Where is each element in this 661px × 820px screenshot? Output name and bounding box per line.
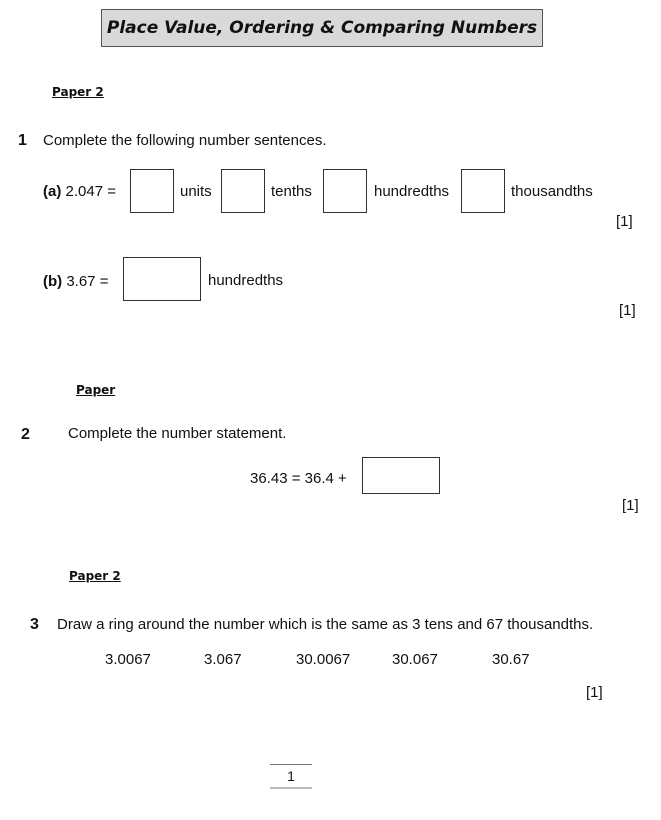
mark-q3: [1] bbox=[586, 684, 603, 701]
question-text-3: Draw a ring around the number which is the same as 3 tens and 67 thousandths. bbox=[57, 616, 594, 633]
paper-label-q2: Paper bbox=[76, 383, 116, 397]
part-a-line bbox=[43, 183, 116, 200]
option-2[interactable]: 3.067 bbox=[204, 651, 242, 668]
answer-box-q2[interactable] bbox=[362, 457, 440, 494]
option-1[interactable]: 3.0067 bbox=[105, 651, 151, 668]
unit-label-q1b: hundredths bbox=[208, 272, 284, 289]
page-number: 1 bbox=[270, 764, 312, 789]
mark-q1b: [1] bbox=[619, 302, 636, 319]
unit-label-tenths: tenths bbox=[271, 183, 312, 200]
part-a-expression: 2.047 = bbox=[65, 183, 116, 200]
answer-box-hundredths[interactable] bbox=[323, 169, 367, 213]
answer-box-units[interactable] bbox=[130, 169, 174, 213]
title-banner bbox=[101, 9, 543, 47]
option-4[interactable]: 30.067 bbox=[392, 651, 438, 668]
question-number-3: 3 bbox=[30, 616, 39, 633]
unit-label-hundredths: hundredths bbox=[374, 183, 450, 200]
answer-box-thousandths[interactable] bbox=[461, 169, 505, 213]
option-3[interactable]: 30.0067 bbox=[296, 651, 351, 668]
option-5[interactable]: 30.67 bbox=[492, 651, 530, 668]
paper-label-q3: Paper 2 bbox=[69, 569, 121, 583]
answer-box-q1b[interactable] bbox=[123, 257, 201, 301]
unit-label-units: units bbox=[180, 183, 212, 200]
mark-q1a: [1] bbox=[616, 213, 633, 230]
question-number-1: 1 bbox=[18, 132, 27, 149]
part-b-expression: 3.67 = bbox=[66, 273, 109, 290]
part-b-label: (b) bbox=[43, 273, 63, 290]
question-text-2: Complete the number statement. bbox=[68, 425, 287, 442]
question-number-2: 2 bbox=[21, 426, 30, 443]
paper-label-q1: Paper 2 bbox=[52, 85, 104, 99]
answer-box-tenths[interactable] bbox=[221, 169, 265, 213]
question-text-1: Complete the following number sentences. bbox=[43, 132, 327, 149]
part-a-label: (a) bbox=[43, 183, 62, 200]
mark-q2: [1] bbox=[622, 497, 639, 514]
part-b-line bbox=[43, 273, 108, 290]
unit-label-thousandths: thousandths bbox=[511, 183, 593, 200]
page-title: Place Value, Ordering & Comparing Numbers bbox=[106, 18, 538, 38]
q2-expression: 36.43 = 36.4 + bbox=[250, 470, 347, 487]
